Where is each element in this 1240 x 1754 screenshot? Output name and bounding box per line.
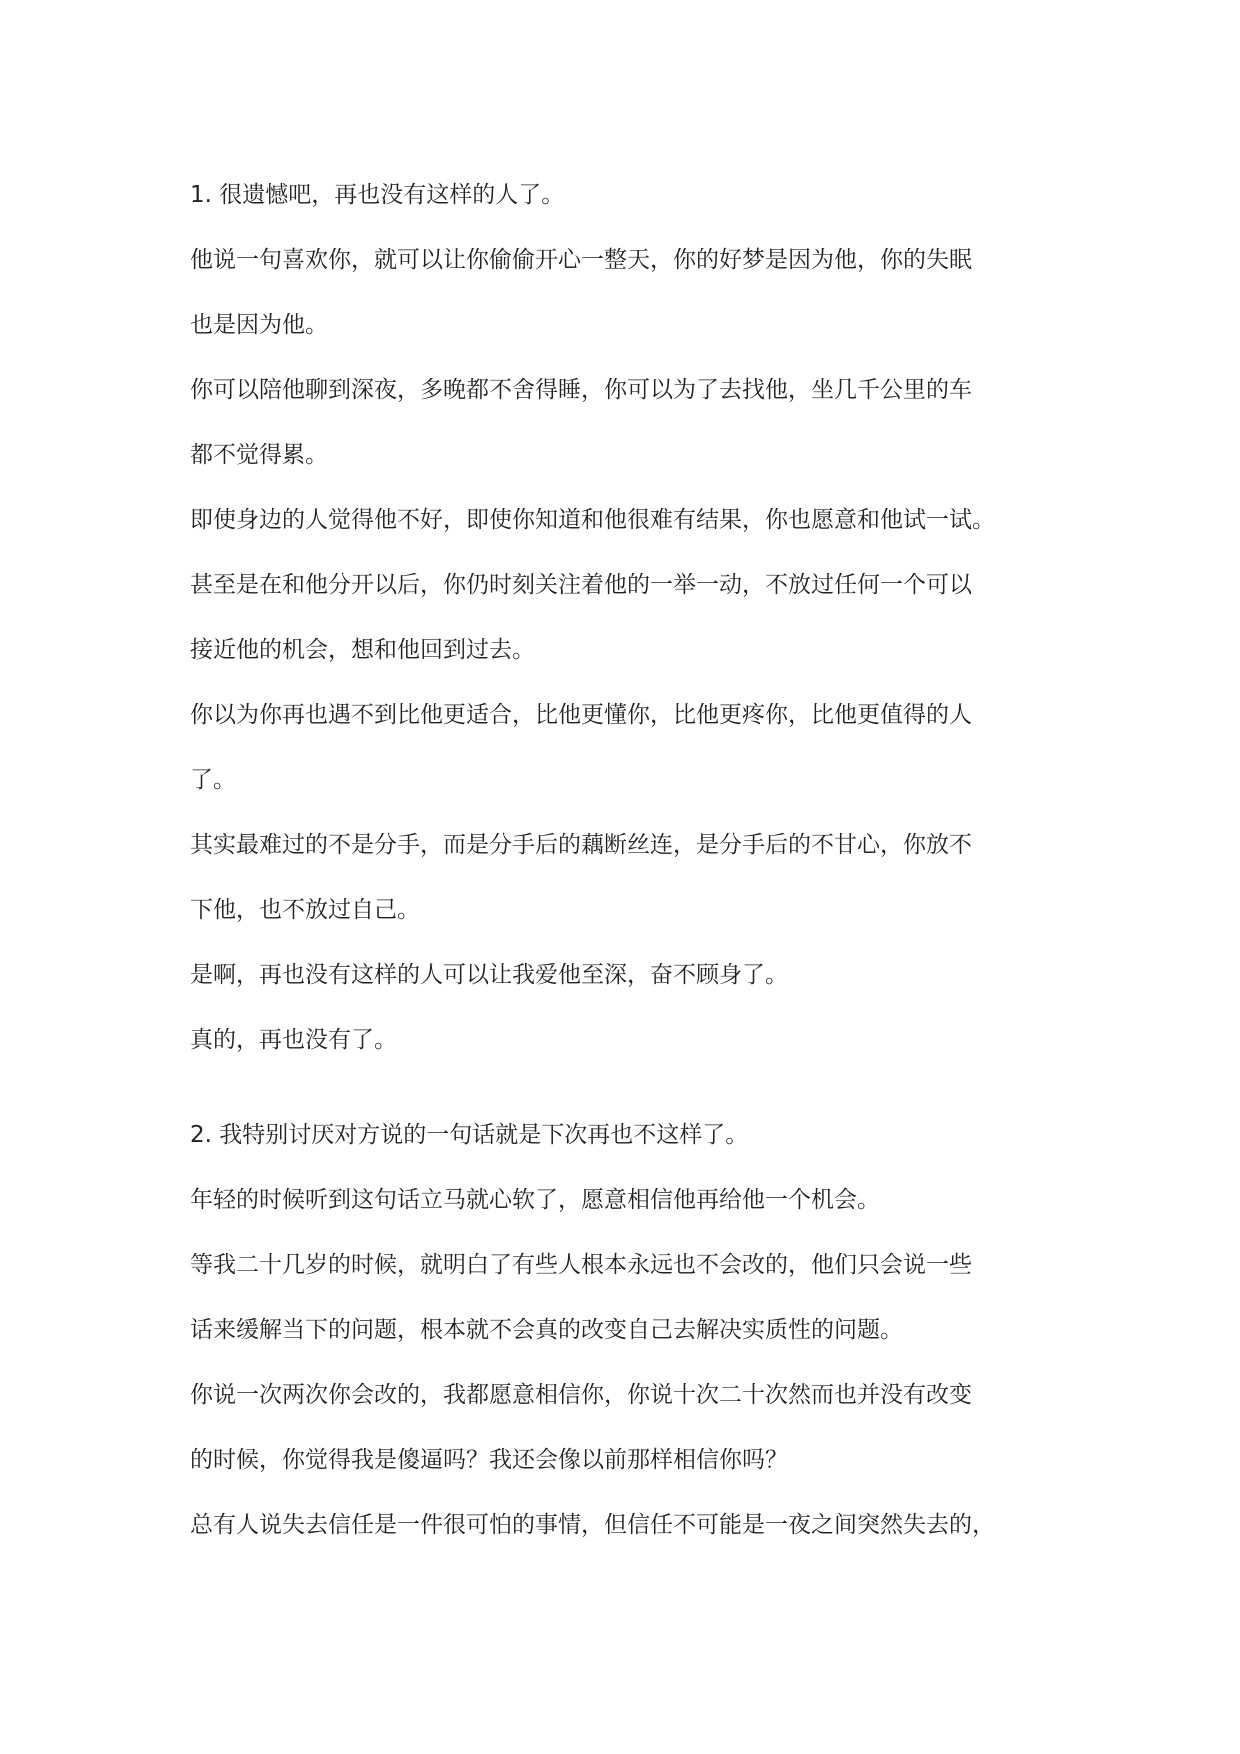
paragraph-line: 都不觉得累。 <box>190 442 328 468</box>
paragraph-line: 接近他的机会，想和他回到过去。 <box>190 637 535 663</box>
paragraph-line: 你说一次两次你会改的，我都愿意相信你，你说十次二十次然而也并没有改变 <box>190 1382 972 1408</box>
paragraph-line: 真的，再也没有了。 <box>190 1027 397 1053</box>
paragraph-line: 也是因为他。 <box>190 312 328 338</box>
paragraph-line: 话来缓解当下的问题，根本就不会真的改变自己去解决实质性的问题。 <box>190 1317 903 1343</box>
section-2-heading: 2. 我特别讨厌对方说的一句话就是下次再也不这样了。 <box>190 1122 749 1148</box>
paragraph-line: 等我二十几岁的时候，就明白了有些人根本永远也不会改的，他们只会说一些 <box>190 1252 972 1278</box>
paragraph-line: 即使身边的人觉得他不好，即使你知道和他很难有结果，你也愿意和他试一试。 <box>190 507 995 533</box>
paragraph-line: 他说一句喜欢你，就可以让你偷偷开心一整天，你的好梦是因为他，你的失眠 <box>190 247 972 273</box>
paragraph-line: 你以为你再也遇不到比他更适合，比他更懂你，比他更疼你，比他更值得的人 <box>190 702 972 728</box>
section-1-heading: 1. 很遗憾吧，再也没有这样的人了。 <box>190 182 565 208</box>
paragraph-line: 了。 <box>190 767 236 793</box>
paragraph-line: 甚至是在和他分开以后，你仍时刻关注着他的一举一动，不放过任何一个可以 <box>190 572 972 598</box>
paragraph-line: 是啊，再也没有这样的人可以让我爱他至深，奋不顾身了。 <box>190 962 788 988</box>
paragraph-line: 你可以陪他聊到深夜，多晚都不舍得睡，你可以为了去找他，坐几千公里的车 <box>190 377 972 403</box>
paragraph-line: 其实最难过的不是分手，而是分手后的藕断丝连，是分手后的不甘心，你放不 <box>190 832 972 858</box>
paragraph-line: 下他，也不放过自己。 <box>190 897 420 923</box>
paragraph-line: 的时候，你觉得我是傻逼吗？我还会像以前那样相信你吗？ <box>190 1447 788 1473</box>
paragraph-line: 年轻的时候听到这句话立马就心软了，愿意相信他再给他一个机会。 <box>190 1187 880 1213</box>
paragraph-line: 总有人说失去信任是一件很可怕的事情，但信任不可能是一夜之间突然失去的， <box>190 1512 995 1538</box>
